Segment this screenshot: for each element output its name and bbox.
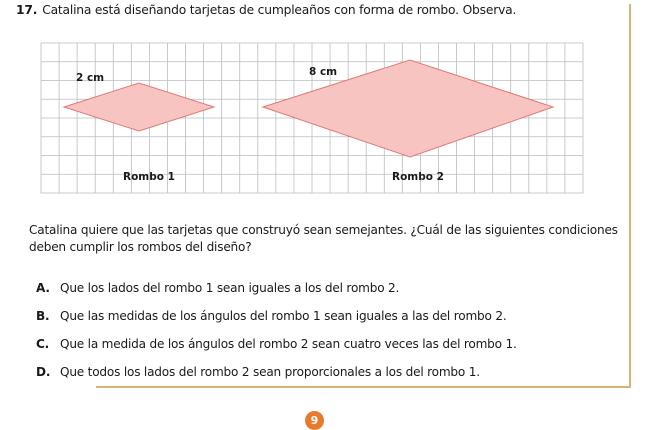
rhombus-1-shape xyxy=(64,83,214,131)
question-number: 17. xyxy=(16,3,38,17)
option-c[interactable] xyxy=(36,337,517,351)
option-d[interactable] xyxy=(36,365,480,379)
option-a-letter: A. xyxy=(36,281,50,295)
page-number: 9 xyxy=(305,411,324,430)
rhombus-1-label: Rombo 1 xyxy=(123,171,175,183)
rhombus-2-shape xyxy=(263,60,553,157)
option-c-text: Que la medida de los ángulos del rombo 2 sean cuatro veces las del rombo 1. xyxy=(60,337,517,351)
option-d-text: Que todos los lados del rombo 2 sean proporcionales a los del rombo 1. xyxy=(60,365,480,379)
question-text: Catalina está diseñando tarjetas de cumpleaños con forma de rombo. Observa. xyxy=(42,3,517,17)
option-c-letter: C. xyxy=(36,337,50,351)
option-a[interactable] xyxy=(36,281,399,295)
option-b[interactable] xyxy=(36,309,507,323)
option-b-letter: B. xyxy=(36,309,50,323)
option-d-letter: D. xyxy=(36,365,51,379)
option-b-text: Que las medidas de los ángulos del rombo 1 sean iguales a las del rombo 2. xyxy=(60,309,507,323)
option-a-text: Que los lados del rombo 1 sean iguales a los del rombo 2. xyxy=(60,281,400,295)
rhombus-2-dimension: 8 cm xyxy=(309,66,338,78)
rhombus-2-label: Rombo 2 xyxy=(392,171,444,183)
margin-rule-horizontal xyxy=(96,386,631,388)
rhombus-1-dimension: 2 cm xyxy=(76,72,105,84)
question-prompt: Catalina quiere que las tarjetas que construyó sean semejantes. ¿Cuál de las siguientes condiciones deben cumplir los rombos del diseño? xyxy=(29,223,618,254)
